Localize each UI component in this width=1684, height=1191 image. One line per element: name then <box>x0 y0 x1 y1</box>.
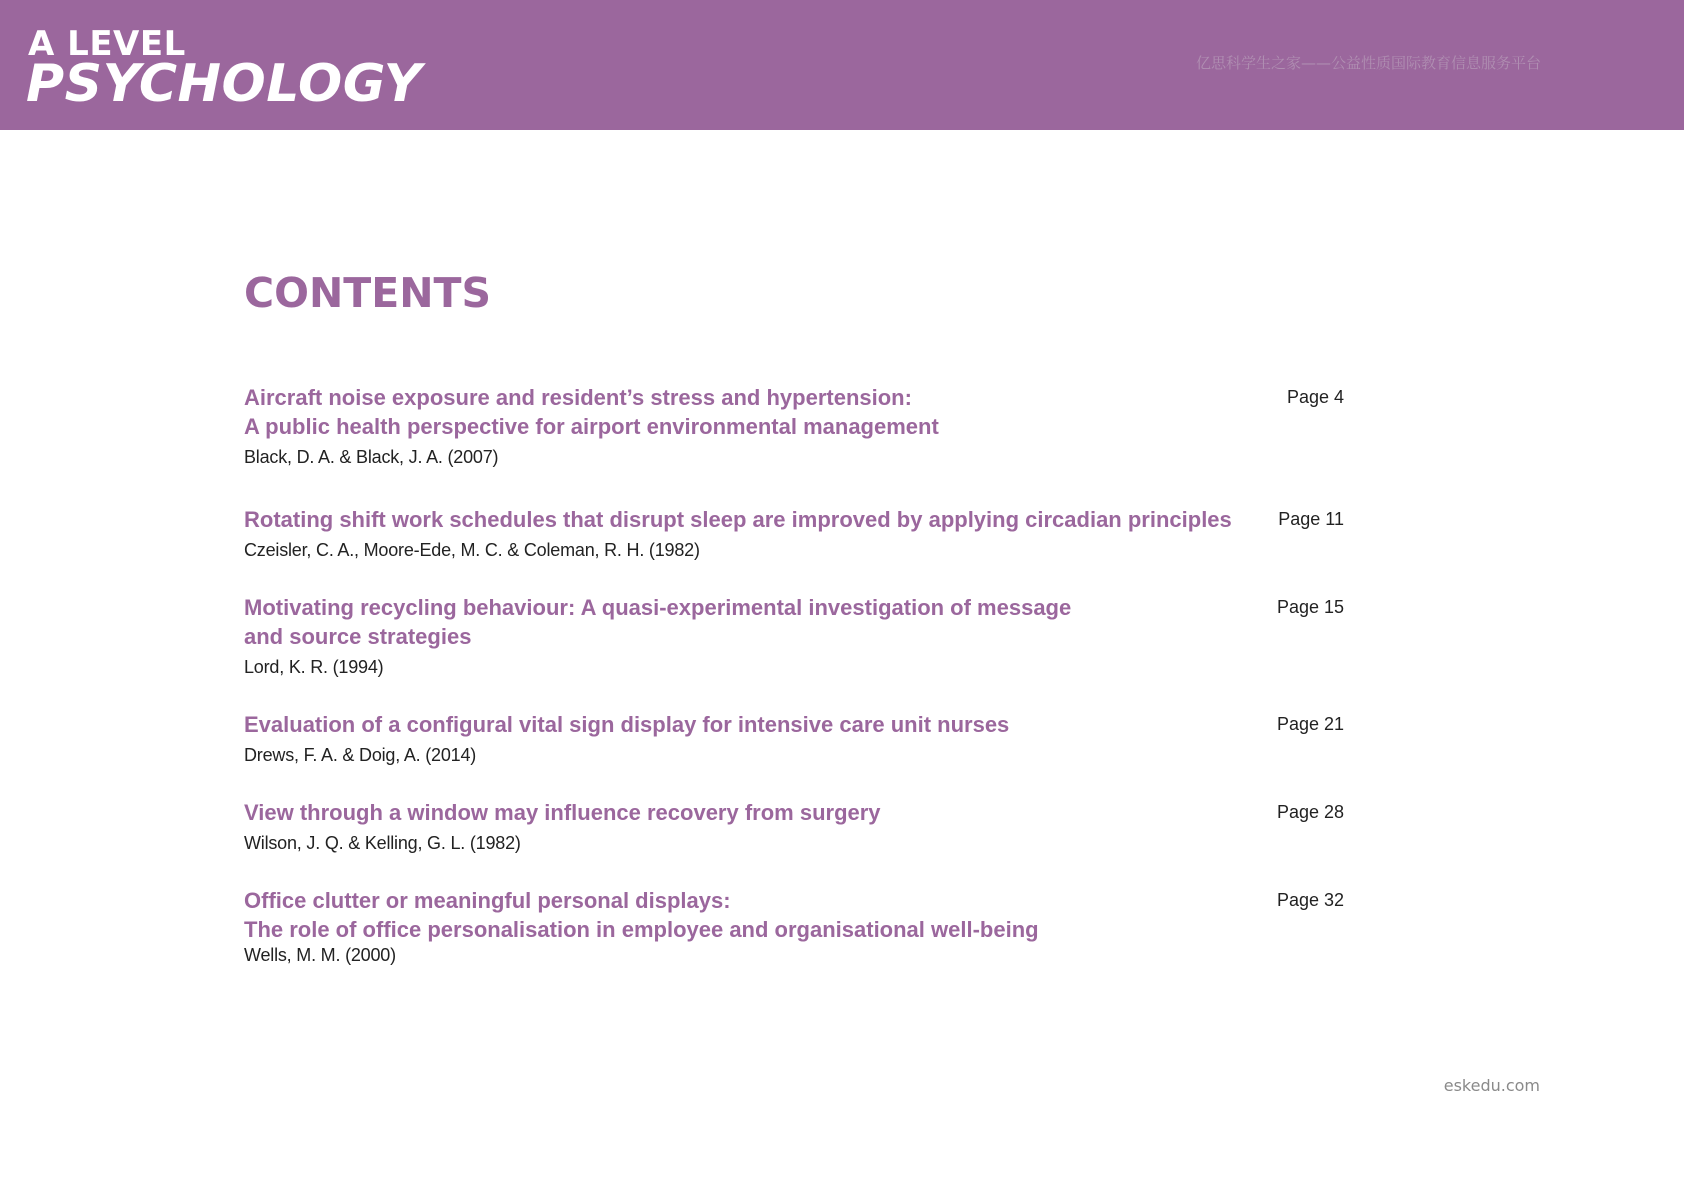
brand-level-text: A LEVEL <box>28 24 186 64</box>
entry-authors: Lord, K. R. (1994) <box>244 657 384 677</box>
entry-title-line: A public health perspective for airport environmental management <box>244 414 939 439</box>
entry-title-line: View through a window may influence recovery from surgery <box>244 800 881 825</box>
contents-entry[interactable] <box>244 886 1344 968</box>
entry-authors: Wells, M. M. (2000) <box>244 945 396 965</box>
header-watermark-text: 亿思科学生之家——公益性质国际教育信息服务平台 <box>1195 54 1541 72</box>
entry-page-number: Page 15 <box>1276 597 1344 617</box>
contents-entry[interactable] <box>244 593 1344 680</box>
footer-website: eskedu.com <box>1443 1076 1540 1095</box>
header-banner <box>0 0 1684 130</box>
entry-authors: Black, D. A. & Black, J. A. (2007) <box>244 447 499 467</box>
entry-page-number: Page 11 <box>1278 509 1344 529</box>
page-title: CONTENTS <box>244 269 492 317</box>
contents-entry[interactable] <box>244 505 1344 563</box>
entry-title-line: The role of office personalisation in employee and organisational well-being <box>244 917 1039 942</box>
entry-page-number: Page 28 <box>1276 802 1344 822</box>
brand-subject-text: PSYCHOLOGY <box>26 54 422 114</box>
entry-title-line: Rotating shift work schedules that disrupt sleep are improved by applying circadian principles <box>244 507 1232 532</box>
entry-authors: Czeisler, C. A., Moore-Ede, M. C. & Coleman, R. H. (1982) <box>244 540 700 560</box>
entry-authors: Drews, F. A. & Doig, A. (2014) <box>244 745 477 765</box>
entry-title-line: and source strategies <box>244 624 472 649</box>
entry-page-number: Page 32 <box>1276 890 1344 910</box>
entry-title-line: Aircraft noise exposure and resident’s stress and hypertension: <box>244 385 912 410</box>
entry-page-number: Page 4 <box>1286 387 1344 407</box>
contents-entry[interactable] <box>244 383 1344 470</box>
entry-title-line: Office clutter or meaningful personal displays: <box>244 888 731 913</box>
contents-entry[interactable] <box>244 710 1344 768</box>
entry-title-line: Motivating recycling behaviour: A quasi-experimental investigation of message <box>244 595 1072 620</box>
entry-authors: Wilson, J. Q. & Kelling, G. L. (1982) <box>244 833 521 853</box>
entry-title-line: Evaluation of a configural vital sign display for intensive care unit nurses <box>244 712 1010 737</box>
entry-page-number: Page 21 <box>1276 714 1344 734</box>
contents-entry[interactable] <box>244 798 1344 856</box>
